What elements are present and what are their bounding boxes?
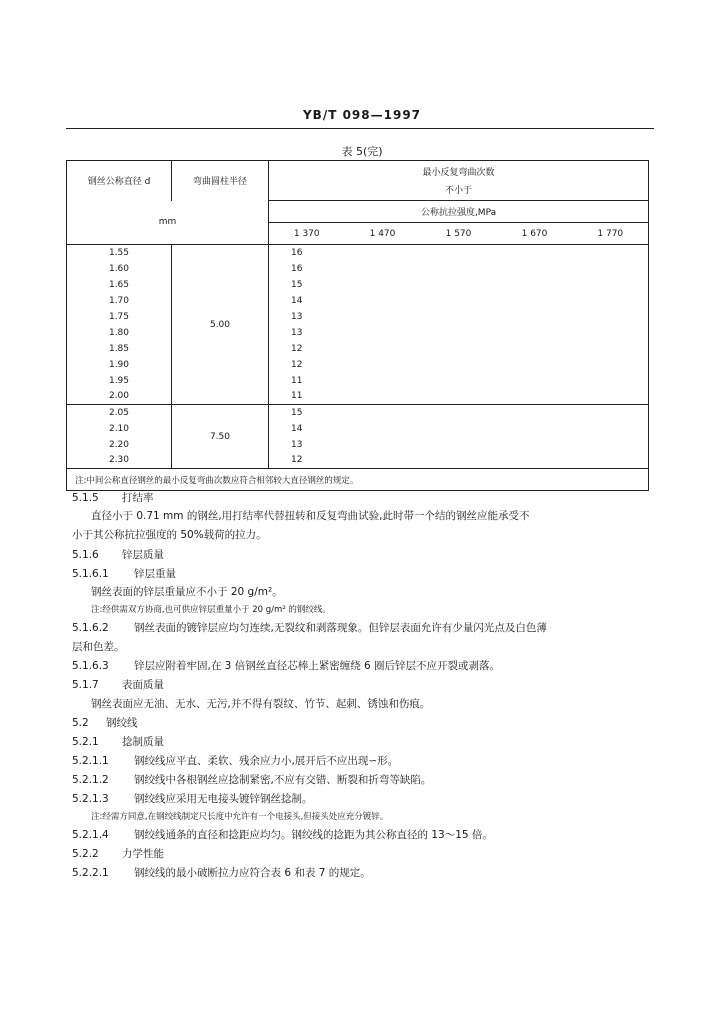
- section-5-1-7: 5.1.7 表面质量: [72, 679, 164, 691]
- section-5-2-2-1: 5.2.2.1 钢绞线的最小破断拉力应符合表 6 和表 7 的规定。: [72, 867, 371, 879]
- header-strength: 公称抗拉强度,MPa: [269, 201, 649, 223]
- bends-cell: 13: [291, 327, 303, 338]
- strength-col-5: 1 770: [573, 223, 649, 245]
- section-5-1-6-1: 5.1.6.1 锌层重量: [72, 568, 176, 580]
- diameter-cell: 1.60: [67, 261, 172, 277]
- bends-cell: 16: [291, 263, 303, 274]
- section-5-2-1-2: 5.2.1.2 钢绞线中各根钢丝应捻制紧密,不应有交错、断裂和折弯等缺陷。: [72, 774, 432, 786]
- section-5-1-6: 5.1.6 锌层质量: [72, 549, 164, 561]
- strength-col-2: 1 470: [345, 223, 421, 245]
- section-5-2-1-1: 5.2.1.1 钢绞线应平直、柔软、残余应力小,展开后不应出现∽形。: [72, 755, 399, 767]
- header-radius: 弯曲圆柱半径: [172, 161, 269, 201]
- para-5-1-6-2-cont: 层和色差。: [72, 641, 125, 653]
- header-rule: [66, 128, 654, 129]
- radius-cell: 7.50: [172, 405, 269, 469]
- section-5-1-6-3: 5.1.6.3 锌层应附着牢固,在 3 倍钢丝直径芯棒上紧密缠绕 6 圈后锌层不应开裂或剥落。: [72, 660, 501, 672]
- table-note: 注:中间公称直径钢丝的最小反复弯曲次数应符合相邻较大直径钢丝的规定。: [67, 469, 649, 491]
- section-5-1-5: 5.1.5 打结率: [72, 492, 154, 504]
- diameter-cell: 2.20: [67, 437, 172, 453]
- diameter-cell: 2.00: [67, 389, 172, 405]
- diameter-cell: 2.10: [67, 421, 172, 437]
- standard-code: YB/T 098—1997: [302, 108, 422, 122]
- diameter-cell: 1.75: [67, 309, 172, 325]
- diameter-cell: 1.80: [67, 325, 172, 341]
- bends-cell: 11: [269, 389, 345, 405]
- para-5-1-6-1: 钢丝表面的锌层重量应不小于 20 g/m²。: [91, 586, 283, 598]
- note-5-2-1-3: 注:经需方同意,在钢绞线制定尺长度中允许有一个电接头,但接头处应充分镀锌。: [91, 812, 389, 822]
- strength-col-3: 1 570: [421, 223, 497, 245]
- para-5-1-5-line2: 小于其公称抗拉强度的 50%载荷的拉力。: [72, 529, 267, 541]
- header-unit: mm: [67, 201, 269, 245]
- bends-cell: 15: [291, 407, 303, 418]
- diameter-cell: 2.05: [67, 405, 172, 421]
- bends-cell: 14: [291, 295, 303, 306]
- diameter-cell: 2.30: [67, 453, 172, 469]
- bends-cell: 12: [269, 453, 345, 469]
- diameter-cell: 1.65: [67, 277, 172, 293]
- para-5-1-5-line1: 直径小于 0.71 mm 的钢丝,用打结率代替扭转和反复弯曲试验,此时带一个结的钢丝应能承受不: [91, 510, 530, 522]
- strength-col-1: 1 370: [269, 223, 345, 245]
- bends-cell: 15: [291, 279, 303, 290]
- diameter-cell: 1.95: [67, 373, 172, 389]
- table-caption: 表 5(完): [341, 145, 383, 158]
- bends-cell: 13: [291, 439, 303, 450]
- section-5-2-2: 5.2.2 力学性能: [72, 848, 164, 860]
- section-5-2: 5.2 钢绞线: [72, 717, 138, 729]
- header-min-bends-title: 最小反复弯曲次数: [422, 168, 495, 178]
- para-5-1-7: 钢丝表面应无油、无水、无污,并不得有裂纹、竹节、起刺、锈蚀和伤痕。: [91, 698, 431, 710]
- section-5-1-6-2: 5.1.6.2 钢丝表面的镀锌层应均匀连续,无裂纹和剥落现象。但锌层表面允许有少量闪光点及白色薄: [72, 622, 547, 634]
- bends-cell: 12: [291, 359, 303, 370]
- bends-cell: 13: [291, 311, 303, 322]
- radius-cell: 5.00: [172, 245, 269, 405]
- section-5-2-1-3: 5.2.1.3 钢绞线应采用无电接头镀锌钢丝捻制。: [72, 793, 313, 805]
- header-min-bends-sub: 不小于: [445, 186, 473, 196]
- diameter-cell: 1.90: [67, 357, 172, 373]
- bends-cell: 16: [291, 247, 303, 258]
- bends-cell: 12: [291, 343, 303, 354]
- bends-cell: 14: [291, 423, 303, 434]
- diameter-cell: 1.55: [67, 245, 172, 261]
- bend-test-table: [66, 160, 649, 491]
- note-5-1-6-1: 注:经供需双方协商,也可供应锌层重量小于 20 g/m² 的钢绞线。: [91, 605, 331, 615]
- diameter-cell: 1.85: [67, 341, 172, 357]
- strength-col-4: 1 670: [497, 223, 573, 245]
- section-5-2-1-4: 5.2.1.4 钢绞线通条的直径和捻距应均匀。钢绞线的捻距为其公称直径的 13～15 倍。: [72, 829, 493, 841]
- header-diameter: 钢丝公称直径 d: [67, 161, 172, 201]
- diameter-cell: 1.70: [67, 293, 172, 309]
- bends-cell: 11: [291, 375, 303, 386]
- section-5-2-1: 5.2.1 捻制质量: [72, 736, 164, 748]
- header-min-bends: [269, 161, 649, 201]
